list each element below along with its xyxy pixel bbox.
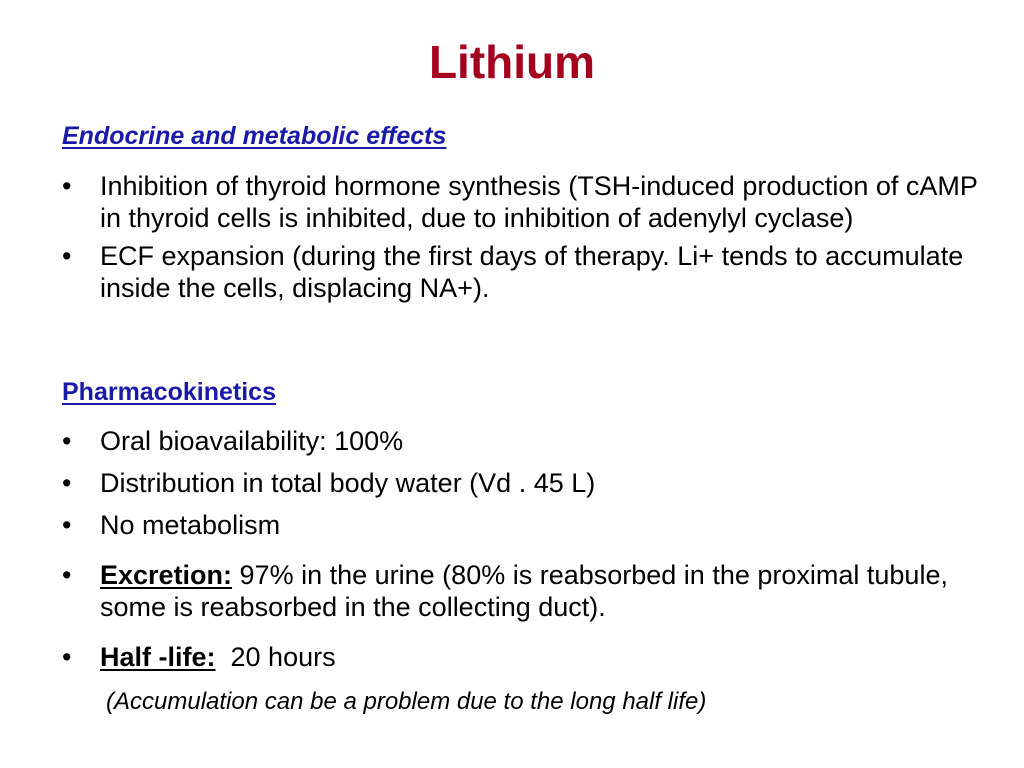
bullet-item — [62, 467, 982, 499]
section-heading-pharmacokinetics: Pharmacokinetics — [62, 378, 276, 406]
excretion-text: 97% in the urine (80% is reabsorbed in the proximal tubule, some is reabsorbed in the collecting duct). — [100, 560, 956, 622]
slide-title: Lithium — [428, 36, 596, 88]
section-heading-endocrine: Endocrine and metabolic effects — [62, 122, 447, 150]
bullet-dot-icon: • — [62, 560, 72, 590]
bullet-dot-icon: • — [62, 426, 72, 456]
excretion-label: Excretion: — [100, 560, 233, 590]
bullet-item-excretion — [62, 559, 982, 623]
halflife-text: 20 hours — [215, 642, 336, 672]
bullet-dot-icon: • — [62, 171, 72, 201]
halflife-note: (Accumulation can be a problem due to the long half life) — [106, 688, 707, 715]
bullet-dot-icon: • — [62, 510, 72, 540]
bullet-text: ECF expansion (during the first days of therapy. Li+ tends to accumulate inside the cells, displacing NA+). — [100, 241, 964, 303]
bullet-item-halflife — [62, 641, 982, 673]
bullet-text: Distribution in total body water (Vd . 45 L) — [100, 468, 596, 498]
pharmacokinetics-bullet-list — [62, 425, 982, 673]
halflife-label: Half -life: — [100, 642, 216, 672]
bullet-item — [62, 509, 982, 541]
bullet-text: No metabolism — [100, 510, 281, 540]
bullet-dot-icon: • — [62, 468, 72, 498]
bullet-dot-icon: • — [62, 241, 72, 271]
bullet-item — [62, 170, 982, 234]
bullet-text: Oral bioavailability: 100% — [100, 426, 404, 456]
bullet-text: Inhibition of thyroid hormone synthesis (TSH-induced production of cAMP in thyroid cells is inhibited, due to inhibition of adenylyl cyclase) — [100, 171, 978, 233]
bullet-dot-icon: • — [62, 642, 72, 672]
endocrine-bullet-list — [62, 170, 982, 304]
bullet-item — [62, 425, 982, 457]
bullet-item — [62, 240, 982, 304]
